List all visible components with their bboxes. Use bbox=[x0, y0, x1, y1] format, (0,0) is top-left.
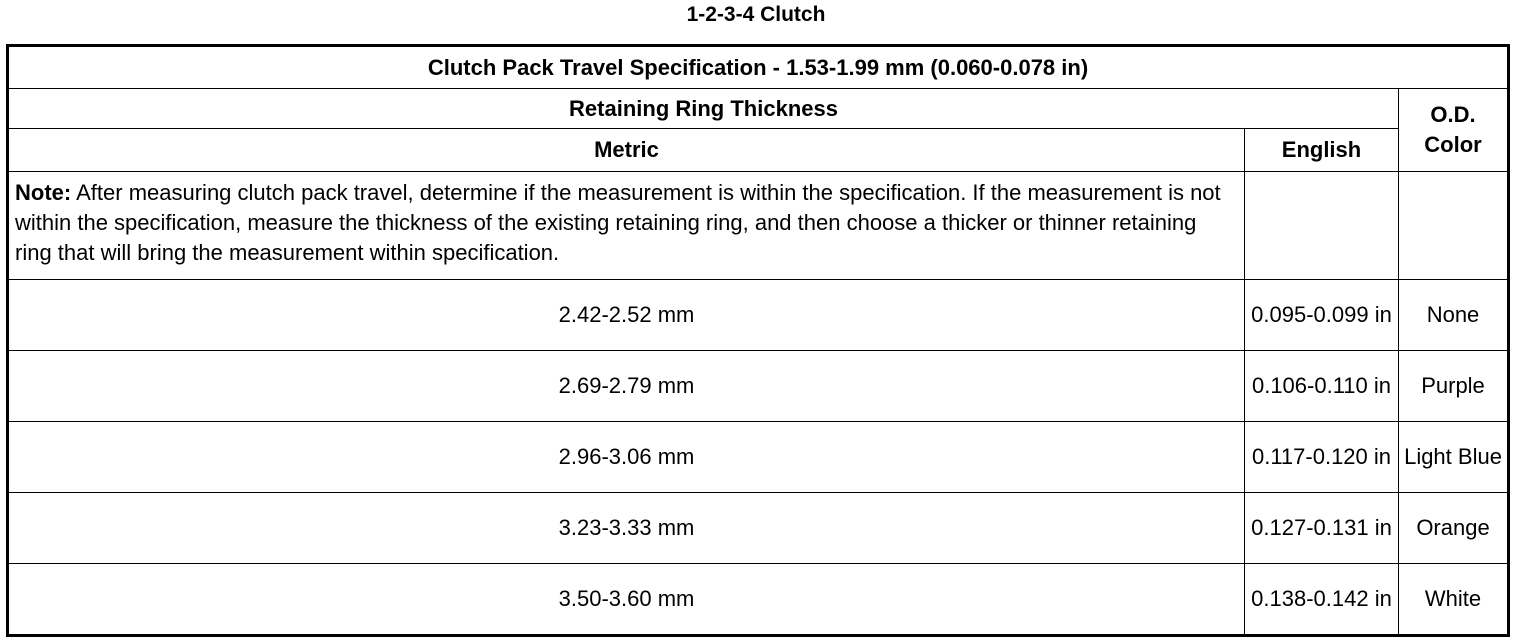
page-title: 1-2-3-4 Clutch bbox=[686, 3, 826, 26]
metric-value: 2.69-2.79 mm bbox=[8, 351, 1245, 422]
note-text: After measuring clutch pack travel, determine if the measurement is within the specification. If the measurement is not within the specification, measure the thickness of the existing retaining ring, and then choose a thicker or thinner retaining ring that will bring the measurement within specification. bbox=[15, 180, 1221, 265]
note-cell bbox=[8, 172, 1245, 280]
od-color-value: None bbox=[1399, 280, 1509, 351]
english-value: 0.138-0.142 in bbox=[1245, 564, 1399, 636]
note-empty-cell bbox=[1399, 172, 1509, 280]
english-header: English bbox=[1245, 129, 1399, 172]
spec-header: Clutch Pack Travel Specification - 1.53-1.99 mm (0.060-0.078 in) bbox=[8, 46, 1509, 89]
table-row bbox=[8, 564, 1509, 636]
clutch-spec-table bbox=[6, 44, 1510, 637]
note-row bbox=[8, 172, 1509, 280]
table-row bbox=[8, 351, 1509, 422]
english-value: 0.095-0.099 in bbox=[1245, 280, 1399, 351]
table-row bbox=[8, 493, 1509, 564]
od-color-value: Light Blue bbox=[1399, 422, 1509, 493]
od-color-value: Orange bbox=[1399, 493, 1509, 564]
english-value: 0.117-0.120 in bbox=[1245, 422, 1399, 493]
english-value: 0.127-0.131 in bbox=[1245, 493, 1399, 564]
od-color-value: White bbox=[1399, 564, 1509, 636]
note-label: Note: bbox=[15, 180, 72, 205]
retaining-ring-header: Retaining Ring Thickness bbox=[8, 89, 1399, 129]
note-empty-cell bbox=[1245, 172, 1399, 280]
metric-value: 2.96-3.06 mm bbox=[8, 422, 1245, 493]
metric-value: 2.42-2.52 mm bbox=[8, 280, 1245, 351]
metric-value: 3.23-3.33 mm bbox=[8, 493, 1245, 564]
metric-value: 3.50-3.60 mm bbox=[8, 564, 1245, 636]
english-value: 0.106-0.110 in bbox=[1245, 351, 1399, 422]
od-color-value: Purple bbox=[1399, 351, 1509, 422]
table-row bbox=[8, 422, 1509, 493]
metric-header: Metric bbox=[8, 129, 1245, 172]
od-color-header: O.D. Color bbox=[1399, 89, 1509, 172]
table-row bbox=[8, 280, 1509, 351]
